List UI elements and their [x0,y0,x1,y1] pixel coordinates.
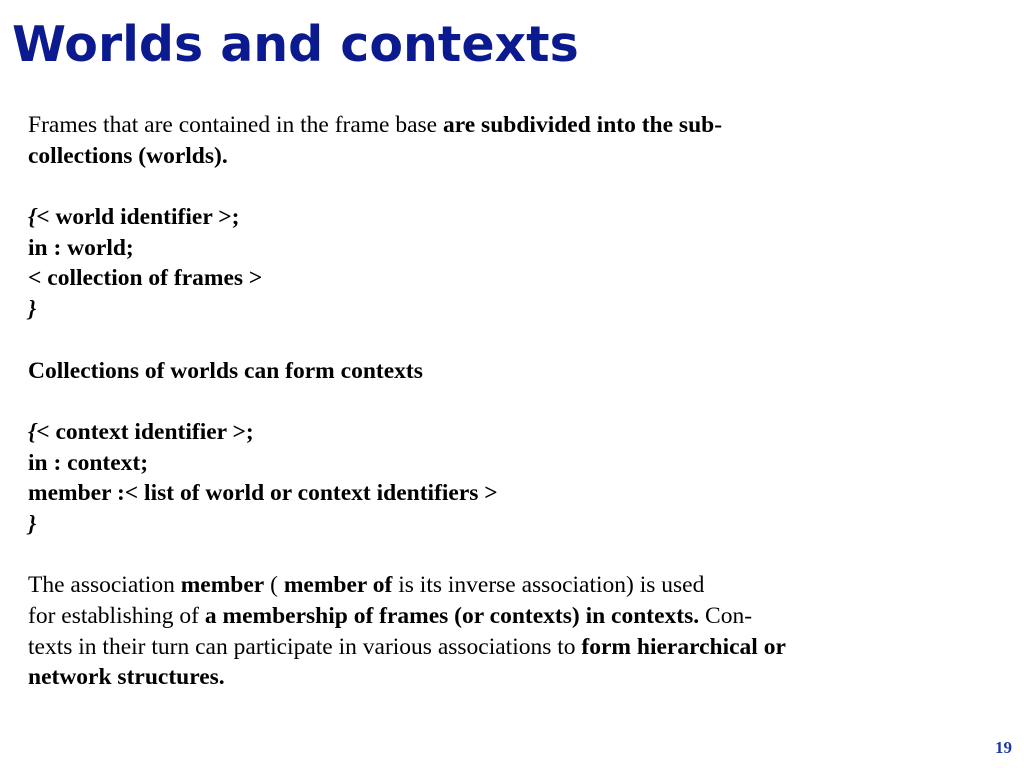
context-block-line1 [28,417,988,448]
para3-line2 [28,601,988,632]
para3-text: ( [264,572,284,599]
page-number: 19 [995,738,1012,757]
para3-text: Con- [699,603,753,629]
spacer [28,540,988,571]
para3-bold-member: member [180,572,265,599]
para1-text: Frames that are contained in the frame base [28,112,443,138]
para3-bold-structures: form hierarchical or [581,633,786,660]
para2-line1: Collections of worlds can form contexts [28,357,423,384]
context-identifier-text: < context identifier >; [36,418,254,445]
para3-line1 [28,570,988,601]
para1-bold-text: are subdivided into the sub- [443,112,723,138]
para3-line4: network structures. [28,664,225,691]
world-open-brace: { [28,204,37,231]
para1-line1 [28,110,988,141]
para1-line2: collections (worlds). [28,142,228,169]
world-block-line2: in : world; [28,234,134,261]
slide-title: Worlds and contexts [12,16,579,73]
world-close-brace: } [28,296,37,323]
context-open-brace: { [28,418,37,445]
context-close-brace: } [28,510,37,537]
spacer [28,325,988,356]
context-block-line2: in : context; [28,449,149,476]
para3-bold-member-of: member of [283,572,393,599]
world-identifier-text: < world identifier >; [36,204,240,231]
world-block-line1 [28,202,988,233]
spacer [28,171,988,202]
para3-text: The association [28,572,181,599]
para3-bold-membership: a membership of frames (or contexts) in contexts. [204,603,700,629]
context-block-line3: member :< list of world or context identifiers > [28,480,498,507]
world-block-line3: < collection of frames > [28,265,263,292]
para3-text: is its inverse association) is used [392,572,705,599]
para3-line3 [28,632,988,663]
slide-body [28,110,988,693]
para3-text: texts in their turn can participate in various associations to [28,633,582,660]
para3-text: for establishing of [28,603,205,629]
spacer [28,386,988,417]
